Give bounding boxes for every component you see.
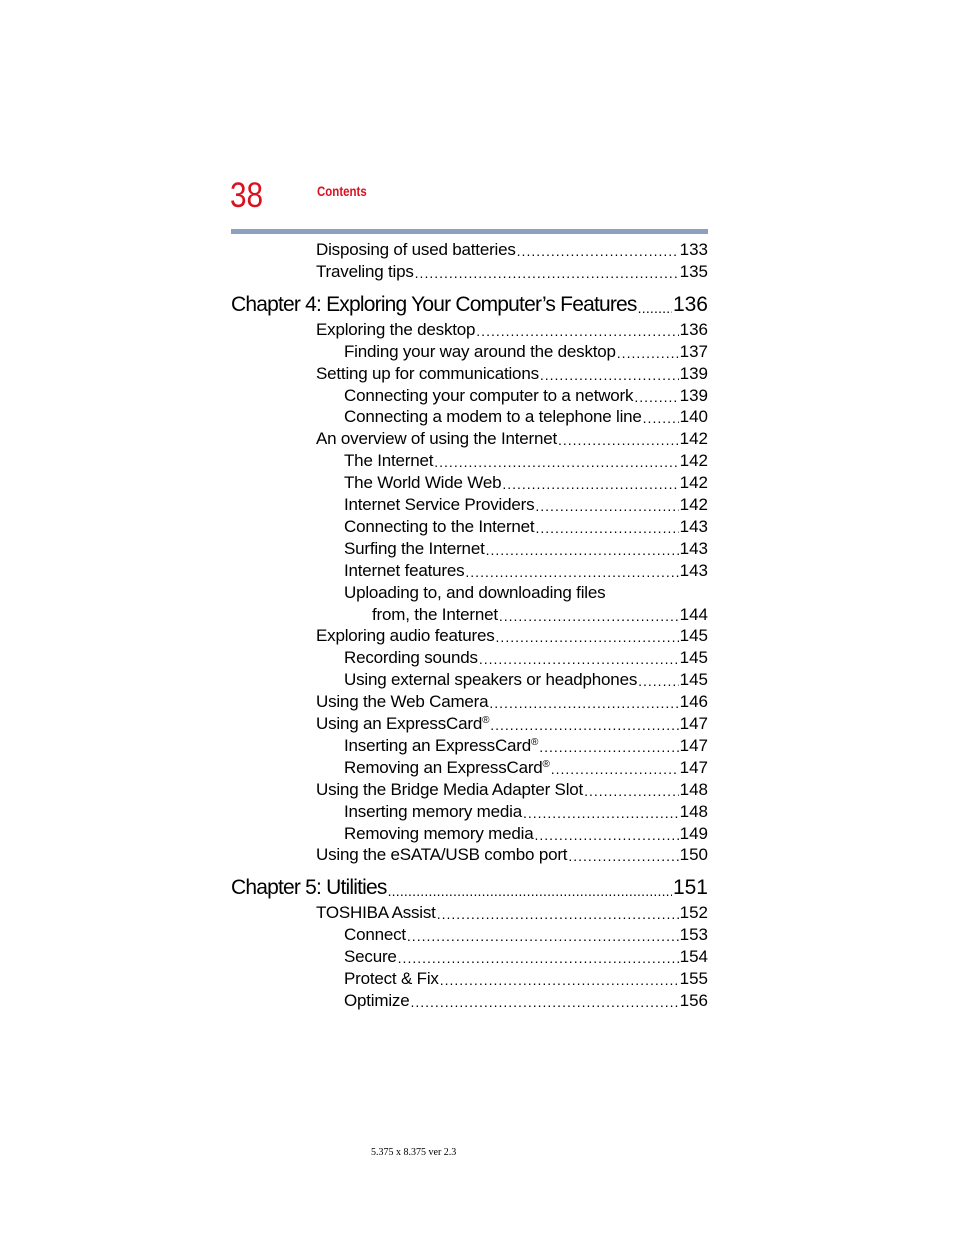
toc-entry-title-text: The World Wide Web — [344, 473, 502, 493]
toc-leader-dots — [638, 672, 679, 690]
page-number: 38 — [230, 176, 264, 215]
toc-entry[interactable] — [316, 364, 708, 384]
toc-entry-page: 151 — [672, 876, 708, 900]
toc-entry[interactable] — [344, 802, 708, 822]
toc-entry[interactable] — [316, 240, 708, 260]
toc-leader-dots — [638, 299, 672, 317]
toc-entry-title — [344, 386, 633, 406]
toc-entry-page: 139 — [679, 385, 708, 405]
toc-leader-dots — [523, 804, 679, 822]
toc-entry-title-text: Using an ExpressCard — [316, 714, 483, 733]
toc-entry[interactable] — [344, 648, 708, 668]
toc-entry-title-text: Internet features — [344, 560, 465, 580]
toc-entry-title-text: Optimize — [344, 990, 410, 1010]
toc-leader-dots — [490, 716, 678, 734]
toc-entry[interactable] — [344, 561, 708, 581]
toc-entry-title — [344, 495, 534, 515]
toc-leader-dots — [398, 949, 679, 967]
toc-entry-title-text: Inserting memory media — [344, 801, 522, 821]
toc-leader-dots — [407, 927, 679, 945]
toc-entry-title-text: Protect & Fix — [344, 969, 439, 988]
toc-entry-page: 136 — [672, 292, 708, 316]
toc-entry-title — [344, 758, 550, 778]
toc-entry[interactable] — [344, 670, 708, 690]
toc-entry-title — [344, 473, 501, 493]
registered-mark: ® — [531, 736, 539, 748]
toc-entry-title-text: Exploring audio features — [316, 626, 495, 646]
toc-leader-dots — [534, 826, 678, 844]
toc-entry-title — [344, 925, 406, 945]
toc-entry-title — [316, 429, 557, 449]
toc-leader-dots — [558, 431, 679, 449]
toc-entry-page: 155 — [679, 969, 708, 988]
toc-leader-dots — [476, 322, 678, 340]
registered-mark: ® — [542, 758, 550, 770]
toc-entry-page: 156 — [679, 990, 708, 1010]
toc-entry-title-text: Secure — [344, 947, 397, 967]
toc-entry[interactable] — [344, 517, 708, 537]
toc-entry-page: 145 — [679, 648, 708, 668]
toc-leader-dots — [643, 409, 679, 427]
toc-entry-title-text: Using the Web Camera — [316, 692, 489, 712]
toc-entry-page: 142 — [679, 473, 708, 493]
toc-entry-title — [316, 240, 516, 260]
toc-entry[interactable] — [316, 692, 708, 712]
toc-entry-title-text: Recording sounds — [344, 648, 478, 668]
toc-entry[interactable] — [344, 495, 708, 515]
toc-entry-title-text: Setting up for communications — [316, 363, 539, 383]
toc-entry-page: 147 — [679, 714, 708, 733]
toc-entry-title-text: Exploring the desktop — [316, 319, 476, 339]
toc-leader-dots — [486, 541, 679, 559]
toc-entry-title-text: Using the Bridge Media Adapter Slot — [316, 779, 584, 799]
toc-leader-dots — [502, 475, 678, 493]
toc-entry-title-text: Surfing the Internet — [344, 538, 485, 558]
toc-entry-title — [344, 517, 534, 537]
toc-entry[interactable] — [344, 824, 708, 844]
toc-leader-dots — [539, 738, 678, 756]
toc-entry-title — [344, 969, 439, 989]
toc-entry-title — [316, 845, 567, 865]
toc-entry-page: 137 — [679, 341, 708, 361]
toc-entry-title-text: Finding your way around the desktop — [344, 341, 616, 361]
toc-entry-page: 150 — [679, 845, 708, 865]
toc-leader-dots — [540, 366, 679, 384]
toc-leader-dots — [415, 264, 679, 282]
toc-entry-title — [316, 903, 436, 923]
toc-entry-page: 136 — [679, 319, 708, 339]
toc-entry-title — [316, 626, 495, 646]
toc-entry[interactable] — [344, 736, 708, 756]
toc-entry[interactable] — [344, 925, 708, 945]
toc-entry[interactable] — [344, 386, 708, 406]
toc-entry[interactable] — [372, 605, 708, 625]
toc-entry-page: 153 — [679, 925, 708, 945]
toc-leader-dots — [410, 993, 678, 1011]
toc-entry-page: 149 — [679, 823, 708, 843]
toc-entry-title: Chapter 4: Exploring Your Computer’s Features — [231, 292, 637, 316]
toc-entry[interactable] — [344, 947, 708, 967]
toc-entry[interactable] — [344, 342, 708, 362]
toc-entry-title-text: Using external speakers or headphones — [344, 670, 638, 690]
toc-entry-page: 142 — [679, 495, 708, 514]
toc-entry-title — [344, 670, 637, 690]
toc-entry-page: 133 — [679, 240, 708, 259]
toc-entry-title — [344, 539, 485, 559]
toc-entry-page: 145 — [679, 670, 708, 690]
toc-entry-title-text: Connecting a modem to a telephone line — [344, 407, 642, 427]
toc-entry-title-text: The Internet — [344, 451, 434, 471]
toc-entry-title — [344, 407, 642, 427]
toc-entry-title-text: Connect — [344, 925, 406, 945]
toc-leader-dots — [584, 782, 679, 800]
toc-leader-dots — [496, 628, 679, 646]
toc-leader-dots — [465, 563, 678, 581]
toc-entry-title-text: Inserting an ExpressCard — [344, 735, 532, 755]
toc-chapter-entry[interactable] — [231, 876, 708, 900]
toc-leader-dots — [489, 694, 678, 712]
toc-entry-title — [316, 692, 488, 712]
toc-entry-title — [344, 824, 533, 844]
footer-version: 5.375 x 8.375 ver 2.3 — [371, 1147, 457, 1158]
toc-entry-page: 147 — [679, 735, 708, 755]
toc-leader-dots — [437, 905, 679, 923]
toc-entry-title — [344, 802, 522, 822]
toc-chapter-entry[interactable] — [231, 293, 708, 317]
toc-entry-page: 154 — [679, 947, 708, 967]
toc-entry-title — [316, 780, 583, 800]
toc-entry[interactable] — [344, 539, 708, 559]
toc-entry-title — [344, 991, 409, 1011]
toc-entry-title-cont: from, the Internet — [372, 604, 498, 624]
toc-entry-title-text: Disposing of used batteries — [316, 240, 516, 259]
toc-entry-title — [344, 947, 397, 967]
toc-entry-title — [316, 714, 489, 734]
toc-leader-dots — [568, 847, 678, 865]
toc-entry[interactable] — [316, 626, 708, 646]
toc-leader-dots — [551, 760, 679, 778]
toc-entry-title: Chapter 5: Utilities — [231, 876, 387, 900]
toc-entry-title-text: Internet Service Providers — [344, 495, 535, 514]
toc-entry-page: 147 — [679, 757, 708, 777]
toc-entry-page: 152 — [679, 903, 708, 923]
toc-entry[interactable] — [316, 262, 708, 282]
toc-entry-page: 143 — [679, 560, 708, 580]
toc-entry-title — [316, 320, 475, 340]
toc-entry-title-text: Removing an ExpressCard — [344, 757, 543, 777]
running-head: Contents — [317, 183, 367, 199]
toc-entry-title — [344, 648, 478, 668]
toc-entry-page: 139 — [679, 363, 708, 383]
toc-entry-title — [316, 364, 539, 384]
toc-entry-page: 143 — [679, 538, 708, 558]
toc-entry[interactable] — [344, 758, 708, 778]
toc-entry-title-text: Connecting your computer to a network — [344, 385, 634, 405]
toc-leader-dots — [634, 388, 678, 406]
toc-leader-dots — [499, 607, 679, 625]
toc-entry[interactable] — [344, 473, 708, 493]
toc-entry[interactable] — [344, 407, 708, 427]
toc-entry[interactable] — [316, 903, 708, 923]
toc-entry[interactable] — [316, 845, 708, 865]
toc-entry-title-text: Using the eSATA/USB combo port — [316, 845, 568, 865]
toc-entry[interactable] — [344, 969, 708, 989]
toc-leader-dots — [434, 453, 678, 471]
toc-entry-title — [344, 736, 538, 756]
toc-leader-dots — [535, 497, 678, 515]
toc-entry-title — [344, 451, 433, 471]
toc-entry-title-text: Traveling tips — [316, 261, 414, 281]
toc-entry[interactable] — [316, 429, 708, 449]
toc-entry-title-text: Removing memory media — [344, 823, 534, 843]
toc-entry-page: 145 — [679, 626, 708, 646]
toc-entry-title[interactable]: Uploading to, and downloading files — [344, 582, 606, 602]
toc-entry[interactable] — [344, 451, 708, 471]
toc-entry-page: 143 — [679, 516, 708, 536]
toc-entry[interactable] — [316, 320, 708, 340]
toc-entry-page: 140 — [679, 407, 708, 427]
toc-leader-dots — [535, 519, 678, 537]
toc-entry[interactable] — [344, 991, 708, 1011]
toc-entry-title-text: An overview of using the Internet — [316, 429, 557, 449]
registered-mark: ® — [482, 715, 490, 726]
toc-entry-title — [344, 342, 616, 362]
toc-entry-page: 148 — [679, 779, 708, 799]
toc-entry-page: 142 — [679, 429, 708, 449]
toc-entry-page: 144 — [679, 604, 708, 624]
toc-leader-dots — [617, 344, 679, 362]
toc-leader-dots — [517, 242, 679, 260]
toc-entry-page: 146 — [679, 692, 708, 712]
toc-entry-title-text: TOSHIBA Assist — [316, 903, 436, 923]
toc-entry-title-text: Connecting to the Internet — [344, 516, 535, 536]
toc-entry-title — [344, 561, 464, 581]
toc-entry-page: 148 — [679, 801, 708, 821]
toc-entry-page: 135 — [679, 261, 708, 281]
toc-entry[interactable] — [316, 714, 708, 734]
toc-entry-title — [316, 262, 414, 282]
toc-leader-dots — [388, 882, 672, 900]
toc-leader-dots — [440, 971, 679, 989]
toc-entry[interactable] — [316, 780, 708, 800]
toc-entry-page: 142 — [679, 451, 708, 471]
toc-leader-dots — [479, 650, 679, 668]
